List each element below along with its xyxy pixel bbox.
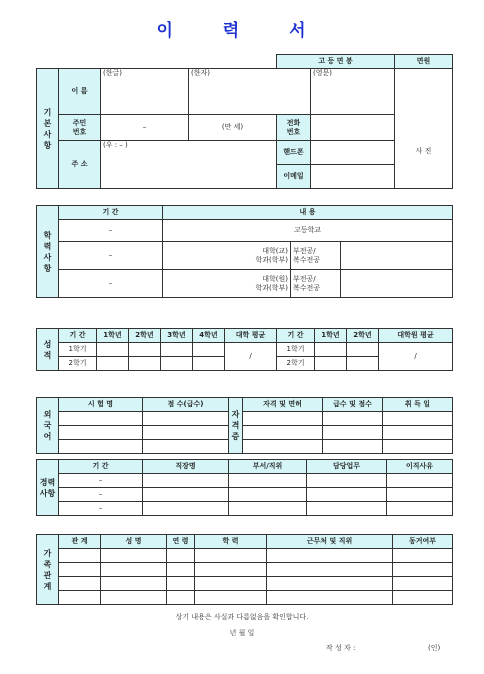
education-table <box>36 205 453 298</box>
family-cell[interactable] <box>393 577 453 591</box>
career-cell[interactable] <box>307 474 387 488</box>
address-field[interactable]: (우 : – ) <box>101 141 277 189</box>
cert-cell[interactable] <box>243 412 323 426</box>
career-cell[interactable] <box>143 474 229 488</box>
edu-period-1[interactable]: – <box>59 220 163 242</box>
family-cell[interactable] <box>167 591 195 605</box>
grades-header-grad-year2: 2학년 <box>347 329 379 343</box>
career-duty-header: 담당업무 <box>307 460 387 474</box>
cert-date-header: 취 득 일 <box>383 398 453 412</box>
writer-label: 작 성 자 : <box>326 644 356 652</box>
grades-header-period: 기 간 <box>59 329 97 343</box>
career-cell[interactable] <box>229 474 307 488</box>
career-cell[interactable] <box>229 488 307 502</box>
grades-table <box>36 328 453 371</box>
univ-avg-cell[interactable]: / <box>225 343 277 371</box>
grades-sem1-label: 1학기 <box>59 343 97 357</box>
family-cell[interactable] <box>393 591 453 605</box>
family-work-header: 근무처 및 직위 <box>267 535 393 549</box>
career-cell[interactable] <box>307 502 387 516</box>
lang-cell[interactable] <box>143 426 229 440</box>
cert-cell[interactable] <box>323 412 383 426</box>
idnum-label: 주민 번호 <box>59 115 101 141</box>
family-age-header: 연 령 <box>167 535 195 549</box>
phone-field[interactable] <box>311 115 395 141</box>
family-cell[interactable] <box>195 591 267 605</box>
family-cell[interactable] <box>195 549 267 563</box>
cert-cell[interactable] <box>383 426 453 440</box>
family-cell[interactable] <box>59 591 101 605</box>
grades-header-grad-avg: 대학원 평균 <box>379 329 453 343</box>
grade-cell[interactable] <box>315 343 347 357</box>
edu-univ-2[interactable]: 대학(교) 학과(학부) <box>163 242 291 270</box>
grade-cell[interactable] <box>193 343 225 357</box>
lang-cell[interactable] <box>59 412 143 426</box>
family-cell[interactable] <box>393 549 453 563</box>
family-cell[interactable] <box>167 563 195 577</box>
career-company-header: 직장명 <box>143 460 229 474</box>
cert-cell[interactable] <box>243 426 323 440</box>
cert-cell[interactable] <box>323 426 383 440</box>
family-table <box>36 534 453 605</box>
family-cell[interactable] <box>267 563 393 577</box>
career-cell[interactable] <box>229 502 307 516</box>
grade-cell[interactable] <box>193 357 225 371</box>
document-title: 이 력 서 <box>156 21 328 41</box>
edu-period-header: 기 간 <box>59 206 163 220</box>
confirmation-statement: 상기 내용은 사실과 다름없음을 확인합니다. <box>175 613 309 621</box>
family-cell[interactable] <box>59 549 101 563</box>
grades-header-grad-year1: 1학년 <box>315 329 347 343</box>
edu-period-3[interactable]: – <box>59 270 163 298</box>
career-period-1[interactable]: – <box>59 474 143 488</box>
edu-minor-value-3[interactable] <box>341 270 453 298</box>
career-dept-header: 부서/직위 <box>229 460 307 474</box>
grades-header-univ-avg: 대학 평균 <box>225 329 277 343</box>
grade-cell[interactable] <box>161 357 193 371</box>
cert-side-label: 자 격 증 <box>229 398 243 454</box>
phone-label: 전화 번호 <box>277 115 311 141</box>
family-cell[interactable] <box>267 549 393 563</box>
seal-label: (인) <box>428 644 441 652</box>
lang-exam-header: 시 험 명 <box>59 398 143 412</box>
family-cell[interactable] <box>195 577 267 591</box>
name-hangul-field[interactable]: (한글) <box>101 69 189 115</box>
career-period-3[interactable]: – <box>59 502 143 516</box>
family-cell[interactable] <box>101 549 167 563</box>
lang-cell[interactable] <box>143 412 229 426</box>
family-cell[interactable] <box>167 549 195 563</box>
cert-cell[interactable] <box>243 440 323 454</box>
family-cohabit-header: 동거여부 <box>393 535 453 549</box>
grad-sem2-label: 2학기 <box>277 357 315 371</box>
grade-cell[interactable] <box>129 343 161 357</box>
resident-reg-label: 고 등 면 봉 <box>277 55 395 69</box>
family-name-header: 성 명 <box>101 535 167 549</box>
career-cell[interactable] <box>387 474 453 488</box>
edu-content-1[interactable]: 고등학교 <box>163 220 453 242</box>
mobile-label: 핸드폰 <box>277 141 311 165</box>
email-label: 이메일 <box>277 165 311 189</box>
age-field[interactable]: (만 세) <box>189 115 277 141</box>
grades-header-period-grad: 기 간 <box>277 329 315 343</box>
cert-grade-header: 급수 및 점수 <box>323 398 383 412</box>
education-side-label: 학 력 사 항 <box>37 206 59 298</box>
language-side-label: 외 국 어 <box>37 398 59 454</box>
grade-cell[interactable] <box>347 357 379 371</box>
grades-header-year4: 4학년 <box>193 329 225 343</box>
grade-cell[interactable] <box>129 357 161 371</box>
grades-side-label: 성 적 <box>37 329 59 371</box>
grad-sem1-label: 1학기 <box>277 343 315 357</box>
edu-content-header: 내 용 <box>163 206 453 220</box>
cert-cell[interactable] <box>323 440 383 454</box>
lang-cell[interactable] <box>59 440 143 454</box>
idnum-field[interactable]: – <box>101 115 189 141</box>
career-side-label: 경력 사항 <box>37 460 59 516</box>
lang-score-header: 점 수(급수) <box>143 398 229 412</box>
cert-cell[interactable] <box>383 440 453 454</box>
cert-name-header: 자격 및 면허 <box>243 398 323 412</box>
edu-minor-2[interactable]: 부전공/ 복수전공 <box>291 242 341 270</box>
family-cell[interactable] <box>167 577 195 591</box>
photo-box: 사 진 <box>395 115 453 189</box>
family-cell[interactable] <box>195 563 267 577</box>
grad-avg-cell[interactable]: / <box>379 343 453 371</box>
language-cert-table <box>36 397 453 454</box>
grade-cell[interactable] <box>161 343 193 357</box>
grades-header-year3: 3학년 <box>161 329 193 343</box>
photo-top-label: 면원 <box>395 55 453 69</box>
edu-univ-3[interactable]: 대학(원) 학과(학부) <box>163 270 291 298</box>
grades-header-year2: 2학년 <box>129 329 161 343</box>
edu-minor-value-2[interactable] <box>341 242 453 270</box>
career-period-2[interactable]: – <box>59 488 143 502</box>
family-cell[interactable] <box>101 563 167 577</box>
career-cell[interactable] <box>387 488 453 502</box>
email-field[interactable] <box>311 165 395 189</box>
grades-header-year1: 1학년 <box>97 329 129 343</box>
career-table <box>36 459 453 516</box>
career-cell[interactable] <box>143 488 229 502</box>
edu-period-2[interactable]: – <box>59 242 163 270</box>
career-cell[interactable] <box>307 488 387 502</box>
date-line: 년 월 일 <box>229 629 255 637</box>
grade-cell[interactable] <box>97 343 129 357</box>
family-cell[interactable] <box>101 591 167 605</box>
family-side-label: 가 족 관 계 <box>37 535 59 605</box>
grade-cell[interactable] <box>97 357 129 371</box>
family-cell[interactable] <box>267 577 393 591</box>
grade-cell[interactable] <box>347 343 379 357</box>
grade-cell[interactable] <box>315 357 347 371</box>
name-label: 이 름 <box>59 69 101 115</box>
basic-info-table <box>36 54 453 189</box>
family-relation-header: 관 계 <box>59 535 101 549</box>
mobile-field[interactable] <box>311 141 395 165</box>
career-cell[interactable] <box>387 502 453 516</box>
family-edu-header: 학 력 <box>195 535 267 549</box>
family-cell[interactable] <box>59 563 101 577</box>
lang-cell[interactable] <box>59 426 143 440</box>
family-cell[interactable] <box>393 563 453 577</box>
edu-minor-3[interactable]: 부전공/ 복수전공 <box>291 270 341 298</box>
lang-cell[interactable] <box>143 440 229 454</box>
address-label: 주 소 <box>59 141 101 189</box>
grades-sem2-label: 2학기 <box>59 357 97 371</box>
cert-cell[interactable] <box>383 412 453 426</box>
career-cell[interactable] <box>143 502 229 516</box>
career-period-header: 기 간 <box>59 460 143 474</box>
family-cell[interactable] <box>101 577 167 591</box>
name-hanja-field[interactable]: (한자) <box>189 69 311 115</box>
family-cell[interactable] <box>59 577 101 591</box>
name-english-field[interactable]: (영문) <box>311 69 395 115</box>
basic-side-label: 기 본 사 항 <box>37 69 59 189</box>
career-reason-header: 이직사유 <box>387 460 453 474</box>
family-cell[interactable] <box>267 591 393 605</box>
